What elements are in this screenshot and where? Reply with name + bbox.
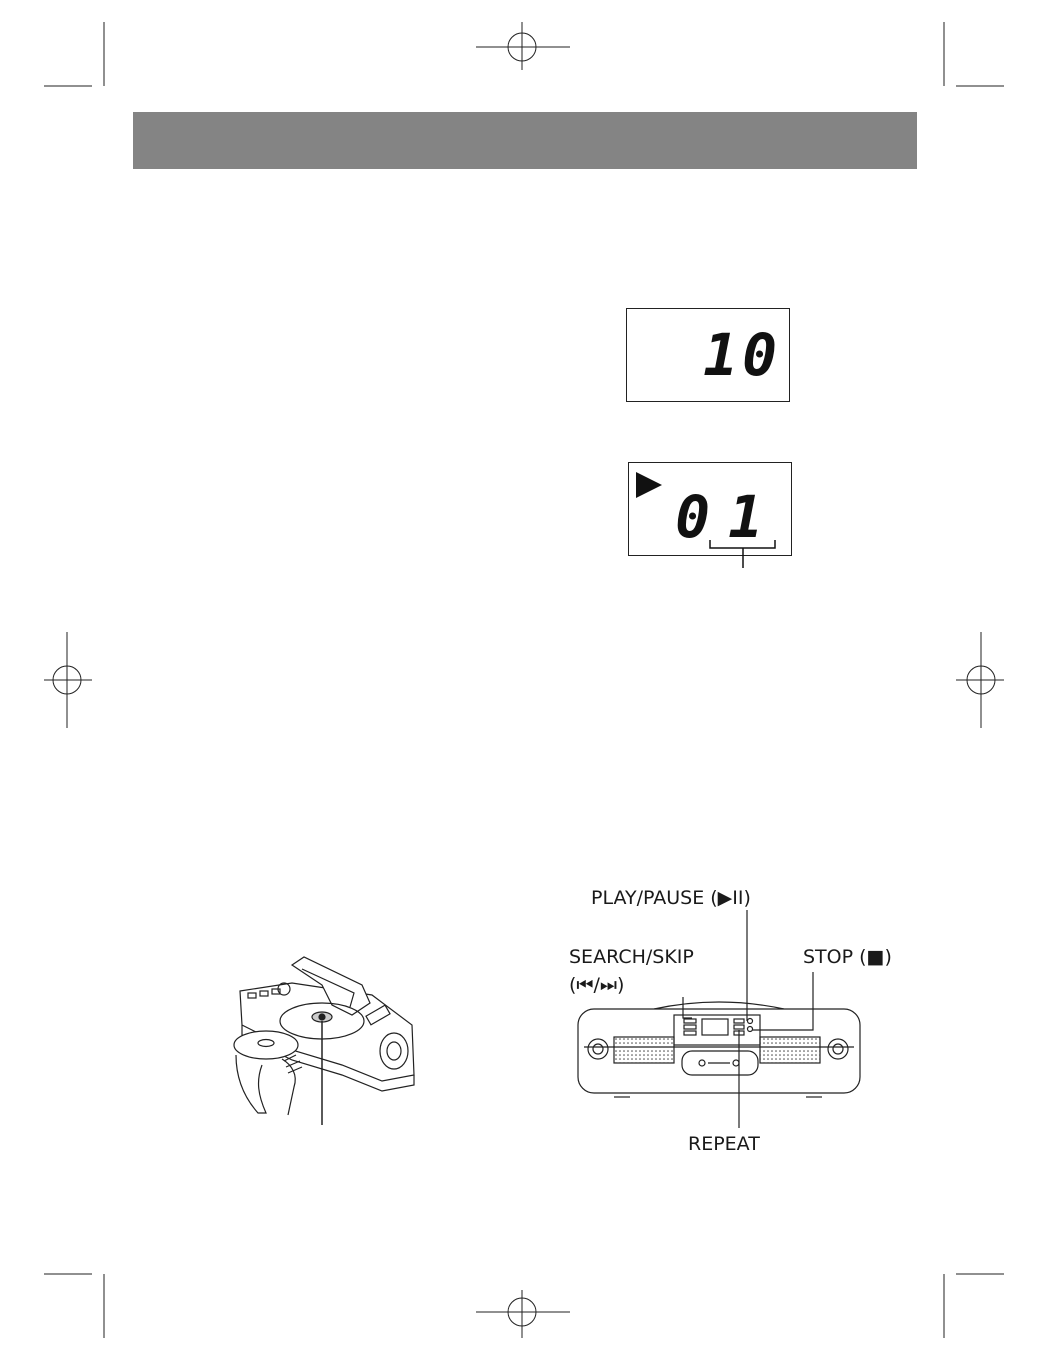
play-pause-label: PLAY/PAUSE (▶II) — [591, 887, 751, 909]
lcd-digits: 01 — [675, 483, 781, 551]
search-skip-label: SEARCH/SKIP — [569, 946, 694, 968]
lcd-digits: 10 — [703, 321, 781, 389]
stop-label: STOP (■) — [803, 946, 892, 968]
search-skip-icons-label: (⏮/⏭) — [569, 974, 625, 996]
repeat-label: REPEAT — [688, 1133, 760, 1155]
